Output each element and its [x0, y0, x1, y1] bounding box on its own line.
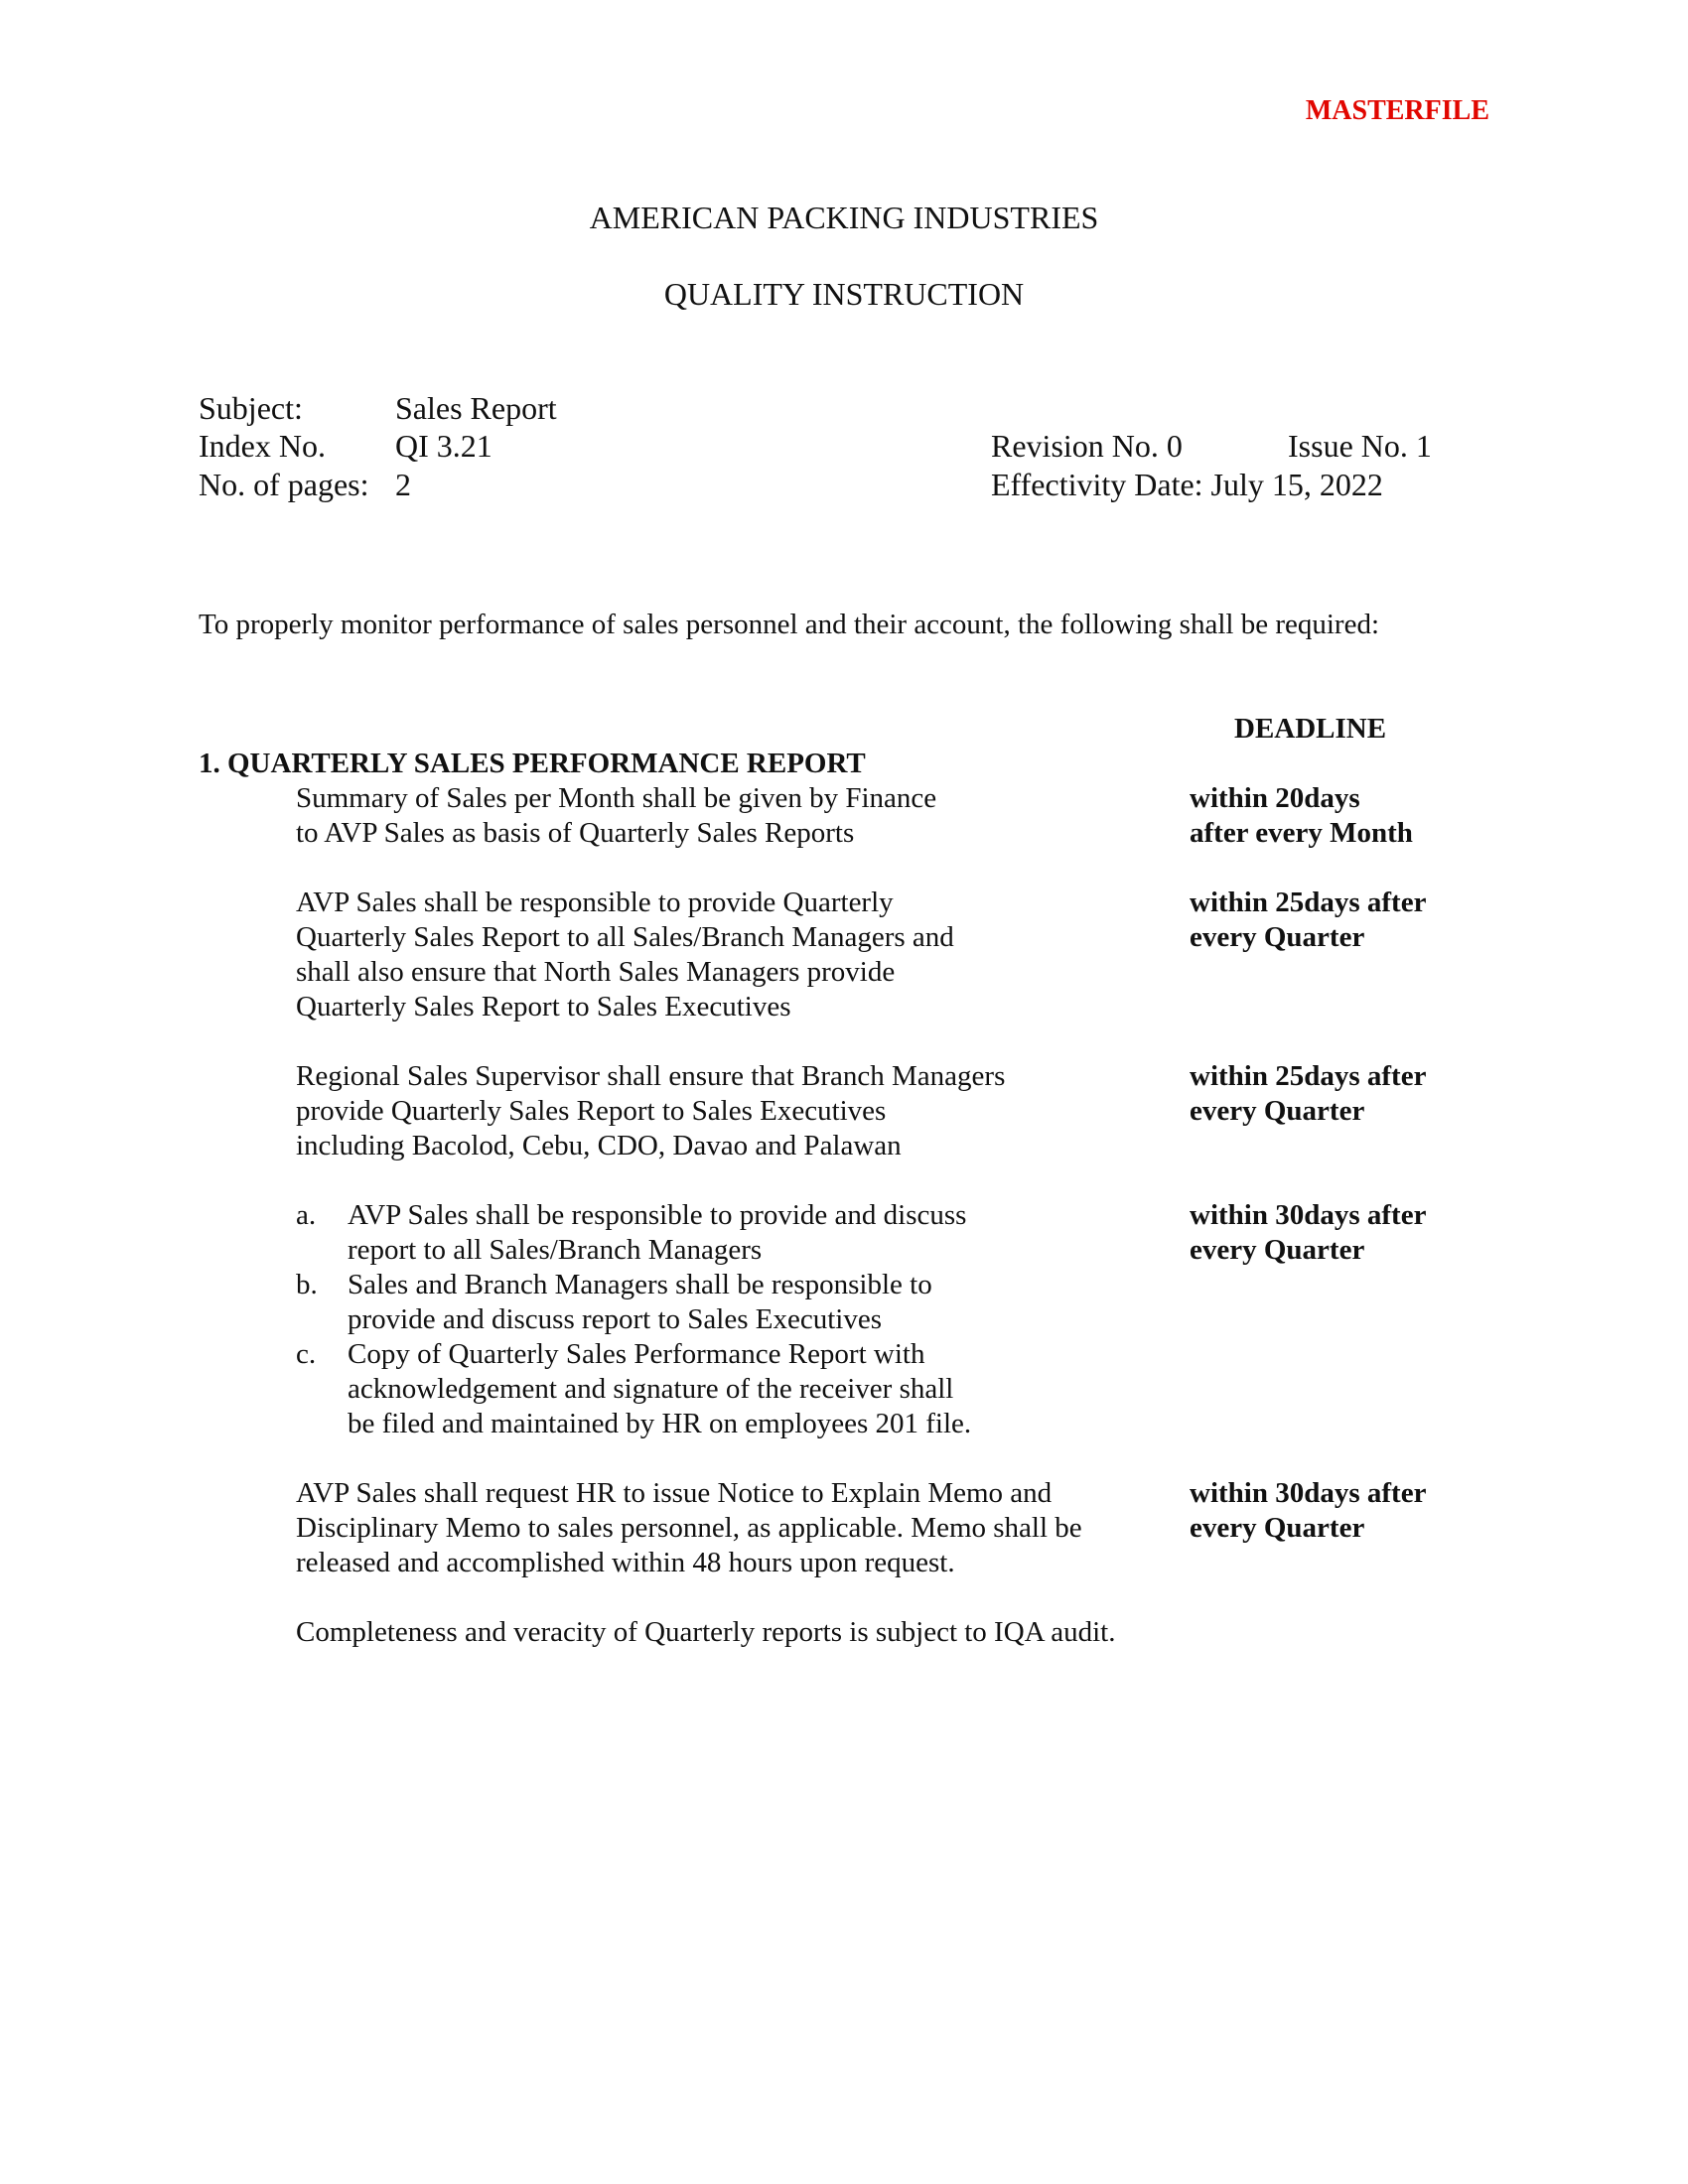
text-line: Quarterly Sales Report to Sales Executives [296, 991, 791, 1023]
deadline-line: within 25days after [1190, 1060, 1427, 1092]
text-line: AVP Sales shall request HR to issue Notice to Explain Memo and [296, 1477, 1053, 1509]
deadline-line: within 25days after [1190, 887, 1427, 918]
lettered-list [296, 1198, 971, 1441]
text-line: including Bacolod, Cebu, CDO, Davao and Palawan [296, 1130, 902, 1161]
text-line: report to all Sales/Branch Managers [348, 1234, 763, 1266]
text-line: AVP Sales shall be responsible to provide and discuss [348, 1199, 967, 1231]
text-line: Sales and Branch Managers shall be responsible to [348, 1269, 932, 1300]
text-line: Regional Sales Supervisor shall ensure that Branch Managers [296, 1060, 1006, 1092]
list-marker: b. [296, 1269, 318, 1300]
list-item [296, 1198, 971, 1268]
requirement-memo [296, 1476, 1082, 1580]
text-line: AVP Sales shall be responsible to provide Quarterly [296, 887, 894, 918]
effectivity-date: Effectivity Date: July 15, 2022 [991, 467, 1383, 502]
deadline-line: within 30days after [1190, 1477, 1427, 1509]
deadline-finance-summary [1190, 781, 1413, 851]
document-type-title: QUALITY INSTRUCTION [663, 276, 1025, 312]
deadline-line: every Quarter [1190, 1512, 1365, 1544]
closing-statement: Completeness and veracity of Quarterly reports is subject to IQA audit. [296, 1616, 1116, 1648]
text-line: be filed and maintained by HR on employees 201 file. [348, 1408, 972, 1439]
company-name: AMERICAN PACKING INDUSTRIES [589, 200, 1099, 235]
index-value: QI 3.21 [395, 428, 492, 464]
deadline-line: every Quarter [1190, 1234, 1365, 1266]
deadline-memo [1190, 1476, 1426, 1546]
masterfile-stamp: MASTERFILE [1305, 95, 1489, 126]
text-line: Quarterly Sales Report to all Sales/Branch Managers and [296, 921, 954, 953]
requirement-regional-supervisor [296, 1059, 1005, 1163]
deadline-line: every Quarter [1190, 921, 1365, 953]
text-line: provide and discuss report to Sales Executives [348, 1303, 882, 1335]
revision-number: Revision No. 0 [991, 428, 1183, 464]
text-line: Summary of Sales per Month shall be given by Finance [296, 782, 937, 814]
text-line: Disciplinary Memo to sales personnel, as applicable. Memo shall be [296, 1512, 1082, 1544]
issue-number: Issue No. 1 [1288, 428, 1432, 464]
text-line: to AVP Sales as basis of Quarterly Sales Reports [296, 817, 855, 849]
pages-value: 2 [395, 467, 411, 502]
section-title: 1. QUARTERLY SALES PERFORMANCE REPORT [199, 748, 866, 779]
deadline-line: within 20days [1190, 782, 1360, 814]
list-item [296, 1337, 971, 1441]
deadline-header: DEADLINE [1234, 713, 1387, 745]
text-line: Copy of Quarterly Sales Performance Report with [348, 1338, 925, 1370]
deadline-lettered-list [1190, 1198, 1426, 1268]
index-label: Index No. [199, 428, 326, 464]
deadline-line: every Quarter [1190, 1095, 1365, 1127]
requirement-avp-quarterly-report [296, 886, 954, 1024]
deadline-line: after every Month [1190, 817, 1413, 849]
deadline-regional-supervisor [1190, 1059, 1426, 1129]
list-marker: a. [296, 1199, 317, 1231]
text-line: shall also ensure that North Sales Managers provide [296, 956, 896, 988]
text-line: provide Quarterly Sales Report to Sales Executives [296, 1095, 887, 1127]
subject-label: Subject: [199, 390, 303, 426]
text-line: acknowledgement and signature of the receiver shall [348, 1373, 954, 1405]
text-line: released and accomplished within 48 hours upon request. [296, 1547, 955, 1578]
list-marker: c. [296, 1338, 317, 1370]
deadline-avp-quarterly-report [1190, 886, 1426, 955]
requirement-finance-summary [296, 781, 936, 851]
deadline-line: within 30days after [1190, 1199, 1427, 1231]
pages-label: No. of pages: [199, 467, 369, 502]
intro-paragraph: To properly monitor performance of sales personnel and their account, the following shall be required: [199, 609, 1379, 640]
subject-value: Sales Report [395, 390, 557, 426]
list-item [296, 1268, 971, 1337]
